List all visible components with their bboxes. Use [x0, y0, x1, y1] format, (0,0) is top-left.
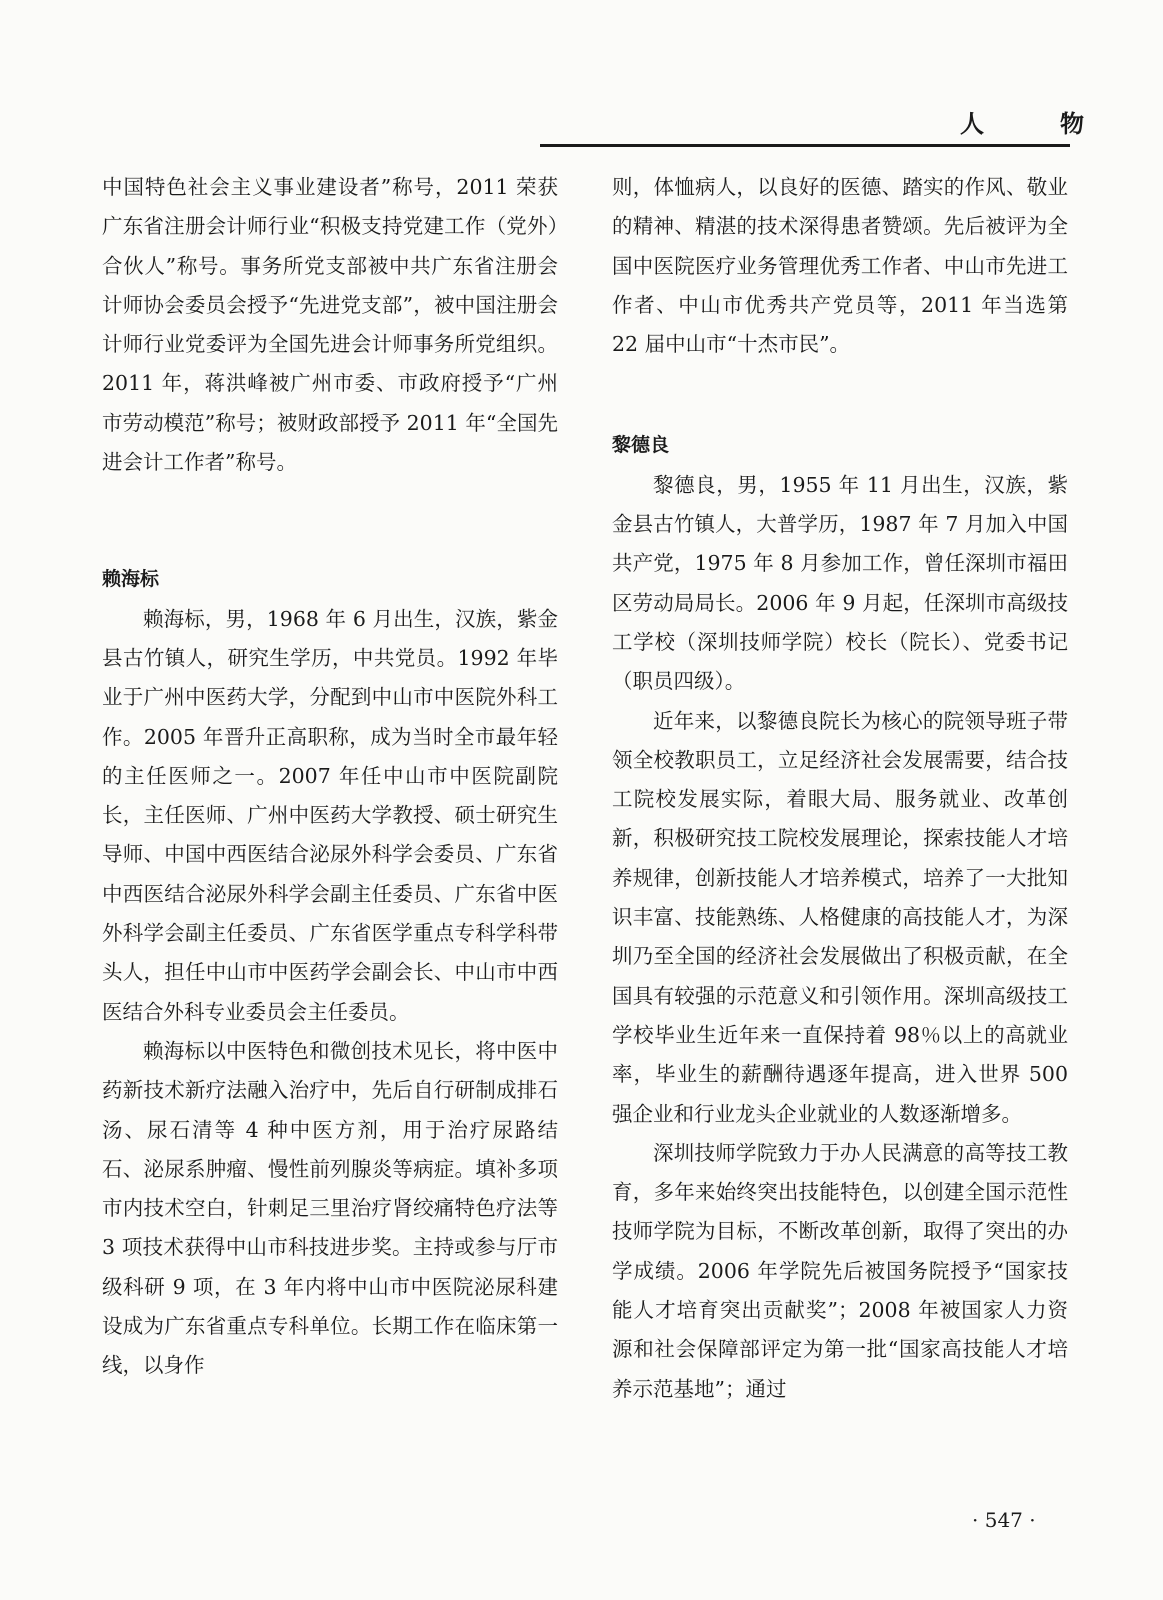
- section-gap: [612, 364, 1068, 426]
- section-gap: [102, 482, 558, 560]
- body-paragraph: 深圳技师学院致力于办人民满意的高等技工教育，多年来始终突出技能特色，以创建全国示范性技师学院为目标，不断改革创新，取得了突出的办学成绩。2006 年学院先后被国务院授予“国家技能人才培育突出贡献奖”；2008 年被国家人力资源和社会保障部评定为第一批“国家高技能人才培养示范基地”；通过: [612, 1140, 1068, 1401]
- section-title: 人 物: [960, 109, 1110, 138]
- body-paragraph: 近年来，以黎德良院长为核心的院领导班子带领全校教职员工，立足经济社会发展需要，结合技工院校发展实际，着眼大局、服务就业、改革创新，积极研究技工院校发展理论，探索技能人才培养规律，创新技能人才培养模式，培养了一大批知识丰富、技能熟练、人格健康的高技能人才，为深圳乃至全国的经济社会发展做出了积极贡献，在全国具有较强的示范意义和引领作用。深圳高级技工学校毕业生近年来一直保持着 98％以上的高就业率，毕业生的薪酬待遇逐年提高，进入世界 500 强企业和行业龙头企业就业的人数逐渐增多。: [612, 708, 1068, 1126]
- body-paragraph: 黎德良，男，1955 年 11 月出生，汉族，紫金县古竹镇人，大普学历，1987 年 7 月加入中国共产党，1975 年 8 月参加工作，曾任深圳市福田区劳动局局长。2006 年 9 月起，任深圳市高级技工学校（深圳技师学院）校长（院长）、党委书记（职员四级）。: [612, 472, 1068, 694]
- left-column: [102, 168, 558, 1386]
- body-paragraph: 赖海标，男，1968 年 6 月出生，汉族，紫金县古竹镇人，研究生学历，中共党员。1992 年毕业于广州中医药大学，分配到中山市中医院外科工作。2005 年晋升正高职称，成为当时全市最年轻的主任医师之一。2007 年任中山市中医院副院长，主任医师、广州中医药大学教授、硕士研究生导师、中国中西医结合泌尿外科学会委员、广东省中西医结合泌尿外科学会副主任委员、广东省中医外科学会副主任委员、广东省医学重点专科学科带头人，担任中山市中医药学会副会长、中山市中西医结合外科专业委员会主任委员。: [102, 606, 558, 1024]
- person-name-heading: 赖海标: [102, 568, 160, 591]
- right-column: [612, 168, 1068, 1409]
- continuation-paragraph: 则，体恤病人，以良好的医德、踏实的作风、敬业的精神、精湛的技术深得患者赞颂。先后被评为全国中医院医疗业务管理优秀工作者、中山市先进工作者、中山市优秀共产党员等，2011 年当选第 22 届中山市“十杰市民”。: [612, 175, 1068, 357]
- body-paragraph: 赖海标以中医特色和微创技术见长，将中医中药新技术新疗法融入治疗中，先后自行研制成排石汤、尿石清等 4 种中医方剂，用于治疗尿路结石、泌尿系肿瘤、慢性前列腺炎等病症。填补多项市内技术空白，针刺足三里治疗肾绞痛特色疗法等 3 项技术获得中山市科技进步奖。主持或参与厅市级科研 9 项，在 3 年内将中山市中医院泌尿科建设成为广东省重点专科单位。长期工作在临床第一线，以身作: [102, 1038, 558, 1378]
- page-number: · 547 ·: [972, 1508, 1036, 1532]
- header-rule: [540, 144, 1070, 147]
- continuation-paragraph: 中国特色社会主义事业建设者”称号，2011 荣获广东省注册会计师行业“积极支持党建工作（党外）合伙人”称号。事务所党支部被中共广东省注册会计师协会委员会授予“先进党支部”，被中国注册会计师行业党委评为全国先进会计师事务所党组织。2011 年，蒋洪峰被广州市委、市政府授予“广州市劳动模范”称号；被财政部授予 2011 年“全国先进会计工作者”称号。: [102, 175, 558, 475]
- person-name-heading: 黎德良: [612, 434, 670, 457]
